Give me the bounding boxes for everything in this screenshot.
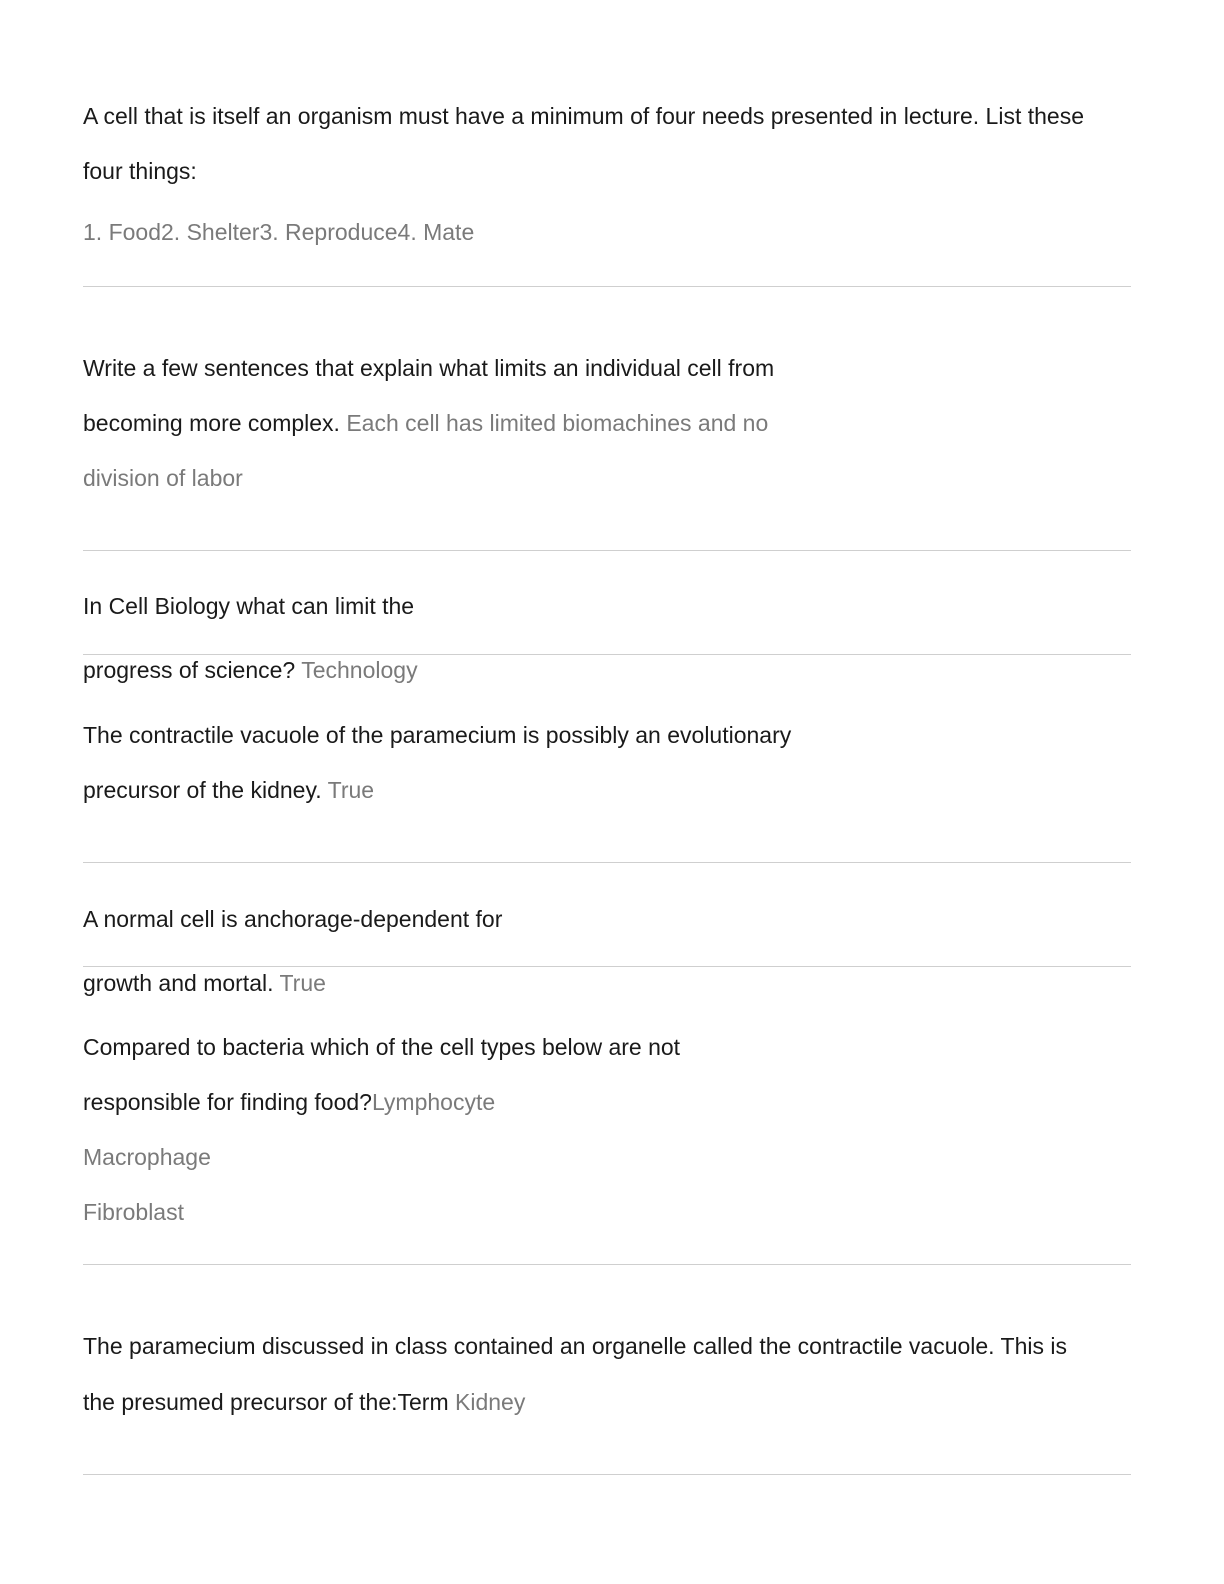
q1-answer: 1. Food2. Shelter3. Reproduce4. Mate xyxy=(83,219,475,245)
q3-question-text: progress of science? xyxy=(83,657,296,683)
q6-question-line-2 xyxy=(83,1087,495,1117)
divider xyxy=(83,550,1131,551)
q1-question-line-1: A cell that is itself an organism must have a minimum of four needs presented in lecture. List these xyxy=(83,103,1084,129)
q2-question-text: becoming more complex. xyxy=(83,410,340,436)
divider xyxy=(83,286,1131,287)
q4-answer: True xyxy=(327,777,375,803)
q2-question-line-2 xyxy=(83,408,768,438)
q4-question-line-1: The contractile vacuole of the paramecium is possibly an evolutionary xyxy=(83,722,792,748)
q6-answer-3: Fibroblast xyxy=(83,1199,184,1225)
q5-question-line-2 xyxy=(83,968,326,998)
q7-question-line-2 xyxy=(83,1387,525,1417)
q6-answer-2: Macrophage xyxy=(83,1144,211,1170)
divider xyxy=(83,1474,1131,1475)
q6-answer-1: Lymphocyte xyxy=(371,1089,496,1115)
q6-question-text: responsible for finding food? xyxy=(83,1089,372,1115)
divider xyxy=(83,966,1131,967)
q1-question-line-2: four things: xyxy=(83,158,197,184)
q4-question-line-2 xyxy=(83,775,374,805)
q7-question-line-1: The paramecium discussed in class contained an organelle called the contractile vacuole. This is xyxy=(83,1333,1067,1359)
q2-answer-line-2: division of labor xyxy=(83,465,243,491)
divider xyxy=(83,1264,1131,1265)
q6-question-line-1: Compared to bacteria which of the cell types below are not xyxy=(83,1034,681,1060)
divider xyxy=(83,862,1131,863)
q5-answer: True xyxy=(279,970,326,996)
q3-question-line-1: In Cell Biology what can limit the xyxy=(83,593,415,619)
q2-answer-line-1: Each cell has limited biomachines and no xyxy=(346,410,769,436)
q3-answer: Technology xyxy=(301,657,418,683)
q2-question-line-1: Write a few sentences that explain what limits an individual cell from xyxy=(83,355,775,381)
q4-question-text: precursor of the kidney. xyxy=(83,777,322,803)
q5-question-line-1: A normal cell is anchorage-dependent for xyxy=(83,906,503,932)
q3-question-line-2 xyxy=(83,655,418,685)
q7-question-text: the presumed precursor of the:Term xyxy=(83,1389,449,1415)
q7-answer: Kidney xyxy=(455,1389,526,1415)
q5-question-text: growth and mortal. xyxy=(83,970,274,996)
